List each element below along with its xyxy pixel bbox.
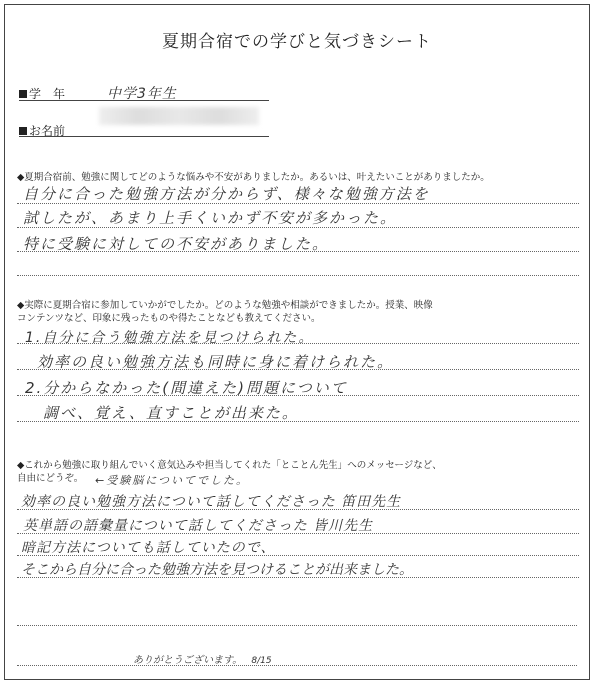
ruled-line	[17, 421, 579, 422]
worksheet	[4, 4, 590, 680]
name-label: お名前	[19, 122, 65, 139]
answer-3-line-1: 効率の良い勉強方法について話してくださった 笛田先生	[21, 494, 402, 510]
closing-date: 8/15	[251, 656, 272, 666]
ruled-line	[17, 369, 579, 370]
answer-2-line-3: 2.分からなかった(間違えた)問題について	[25, 379, 348, 397]
ruled-line	[17, 275, 579, 276]
closing-thanks: ありがとうございます。 8/15	[133, 655, 272, 666]
answer-3-line-2: 英単語の語彙量について話してくださった 皆川先生	[23, 518, 374, 534]
answer-2-line-1: 1.自分に合う勉強方法を見つけられた。	[25, 330, 315, 346]
answer-1-line-2: 試したが、あまり上手くいかず不安が多かった。	[23, 209, 398, 227]
grade-value: 中学3年生	[107, 86, 177, 102]
answer-2-line-4: 調べ、覚え、直すことが出来た。	[43, 404, 299, 422]
question-1	[17, 171, 579, 281]
answer-3-note: ←受験脳についてでした。	[95, 474, 249, 487]
answer-1-line-1: 自分に合った勉強方法が分からず、様々な勉強方法を	[23, 185, 430, 203]
answer-3-line-3: 暗記方法についても話していたので、	[21, 540, 276, 556]
ruled-line	[17, 665, 577, 666]
ruled-line	[17, 227, 579, 228]
ruled-line	[17, 555, 579, 556]
question-3-prompt: ◆これから勉強に取り組んでいく意気込みや担当してくれた「とことん先生」へのメッセージなど、 自由にどうぞ。	[17, 460, 442, 484]
ruled-line	[17, 203, 579, 204]
answer-1-line-3: 特に受験に対しての不安がありました。	[23, 235, 330, 253]
square-bullet-icon	[19, 127, 27, 135]
ruled-line	[17, 395, 579, 396]
ruled-line	[17, 509, 579, 510]
square-bullet-icon	[19, 90, 27, 98]
question-1-prompt: ◆夏期合宿前、勉強に関してどのような悩みや不安がありましたか。あるいは、叶えたいことがありましたか。	[17, 172, 490, 183]
ruled-line	[17, 577, 579, 578]
redacted-name	[99, 107, 259, 125]
answer-3-line-4: そこから自分に合った勉強方法を見つけることが出来ました。	[21, 562, 413, 578]
sheet-title: 夏期合宿での学びと気づきシート	[162, 32, 432, 52]
question-2	[17, 299, 579, 439]
grade-label: 学 年	[19, 85, 65, 102]
name-underline	[19, 136, 269, 137]
ruled-line	[17, 251, 579, 252]
answer-2-line-2: 効率の良い勉強方法も同時に身に着けられた。	[37, 353, 395, 371]
ruled-line	[17, 533, 579, 534]
ruled-line	[17, 625, 577, 626]
grade-underline	[19, 100, 269, 101]
ruled-line	[17, 343, 579, 344]
question-2-prompt: ◆実際に夏期合宿に参加していかがでしたか。どのような勉強や相談ができましたか。授業、映像 コンテンツなど、印象に残ったものや得たことなども教えてください。	[17, 300, 433, 324]
question-3	[17, 459, 579, 599]
